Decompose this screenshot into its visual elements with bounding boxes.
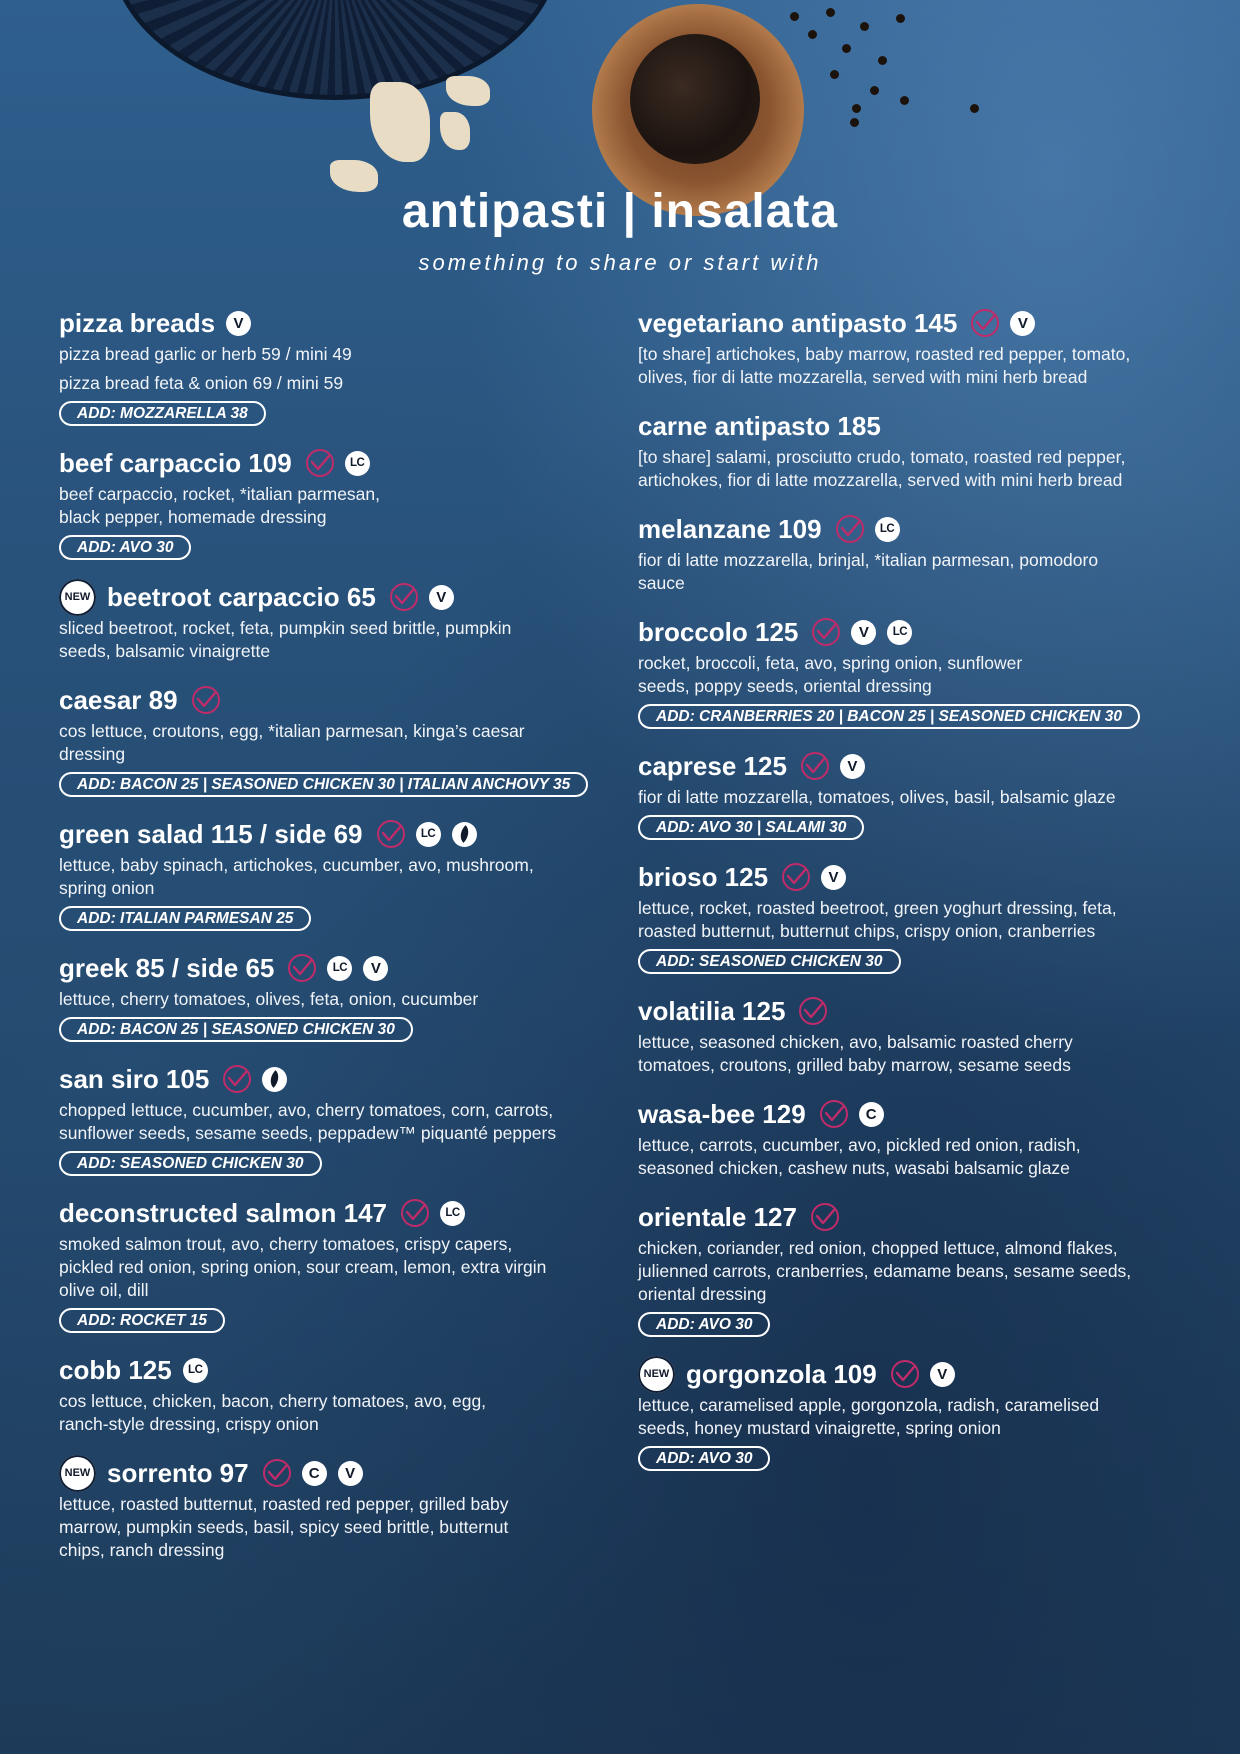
description-line: cos lettuce, croutons, egg, *italian parmesan, kinga’s caesar xyxy=(59,721,525,741)
menu-item-header xyxy=(638,994,1178,1028)
description-line: ranch-style dressing, crispy onion xyxy=(59,1414,319,1434)
menu-item-header xyxy=(59,446,619,480)
menu-item-description xyxy=(638,343,1178,389)
menu-item-header xyxy=(59,683,619,717)
addon-pill: ADD: ROCKET 15 xyxy=(59,1308,225,1333)
description-line: oriental dressing xyxy=(638,1284,767,1304)
c-badge-icon: C xyxy=(859,1102,884,1127)
description-line: lettuce, roasted butternut, roasted red pepper, grilled baby xyxy=(59,1494,509,1514)
menu-item-name: melanzane 109 xyxy=(638,513,822,544)
menu-column-right xyxy=(638,306,1178,1491)
menu-item-brioso-125 xyxy=(638,860,1178,974)
menu-item-header xyxy=(59,1353,619,1387)
vitality-tick-icon xyxy=(401,1199,429,1227)
description-line: seasoned chicken, cashew nuts, wasabi balsamic glaze xyxy=(638,1158,1070,1178)
v-badge-icon: V xyxy=(840,754,865,779)
c-badge-icon: C xyxy=(302,1461,327,1486)
menu-item-vegetariano-antipasto-145 xyxy=(638,306,1178,389)
description-line: olive oil, dill xyxy=(59,1280,149,1300)
menu-item-sorrento-97 xyxy=(59,1456,619,1562)
description-line: lettuce, baby spinach, artichokes, cucumber, avo, mushroom, xyxy=(59,855,534,875)
description-line: dressing xyxy=(59,744,126,764)
lc-badge-icon: LC xyxy=(416,822,441,847)
addon-pill: ADD: CRANBERRIES 20 | BACON 25 | SEASONED CHICKEN 30 xyxy=(638,704,1140,729)
menu-item-beef-carpaccio-109 xyxy=(59,446,619,560)
menu-item-deconstructed-salmon-147 xyxy=(59,1196,619,1333)
vitality-tick-icon xyxy=(263,1459,291,1487)
description-line: lettuce, caramelised apple, gorgonzola, radish, caramelised xyxy=(638,1395,1100,1415)
menu-item-pizza-breads xyxy=(59,306,619,426)
menu-item-name: wasa-bee 129 xyxy=(638,1098,806,1129)
menu-item-name: caprese 125 xyxy=(638,750,787,781)
menu-item-description xyxy=(59,1390,619,1436)
description-line: julienned carrots, cranberries, edamame beans, sesame seeds, xyxy=(638,1261,1132,1281)
description-line: olives, fior di latte mozzarella, served with mini herb bread xyxy=(638,367,1088,387)
menu-item-description xyxy=(59,854,619,900)
vitality-tick-icon xyxy=(836,515,864,543)
v-badge-icon: V xyxy=(851,620,876,645)
v-badge-icon: V xyxy=(363,956,388,981)
v-badge-icon: V xyxy=(226,311,251,336)
menu-item-header xyxy=(638,409,1178,443)
menu-item-header xyxy=(59,1456,619,1490)
menu-item-name: beef carpaccio 109 xyxy=(59,447,292,478)
vitality-tick-icon xyxy=(811,1203,839,1231)
description-line: pizza bread garlic or herb 59 / mini 49 xyxy=(59,344,352,364)
menu-item-melanzane-109 xyxy=(638,512,1178,595)
menu-item-description xyxy=(638,446,1178,492)
menu-item-greek-85-side-65 xyxy=(59,951,619,1042)
vitality-tick-icon xyxy=(288,954,316,982)
menu-item-caesar-89 xyxy=(59,683,619,797)
menu-item-name: san siro 105 xyxy=(59,1063,210,1094)
vitality-tick-icon xyxy=(812,618,840,646)
menu-item-broccolo-125 xyxy=(638,615,1178,729)
description-line: seeds, balsamic vinaigrette xyxy=(59,641,271,661)
menu-item-name: orientale 127 xyxy=(638,1201,797,1232)
menu-item-description xyxy=(59,483,619,529)
menu-item-volatilia-125 xyxy=(638,994,1178,1077)
vitality-tick-icon xyxy=(390,583,418,611)
menu-item-name: gorgonzola 109 xyxy=(686,1358,877,1389)
menu-item-header xyxy=(59,1062,619,1096)
menu-item-header xyxy=(59,817,619,851)
description-line: marrow, pumpkin seeds, basil, spicy seed brittle, butternut xyxy=(59,1517,509,1537)
description-line: pizza bread feta & onion 69 / mini 59 xyxy=(59,373,344,393)
lc-badge-icon: LC xyxy=(183,1358,208,1383)
v-badge-icon: V xyxy=(930,1362,955,1387)
addon-pill: ADD: SEASONED CHICKEN 30 xyxy=(638,949,901,974)
lc-badge-icon: LC xyxy=(440,1201,465,1226)
description-line: chopped lettuce, cucumber, avo, cherry tomatoes, corn, carrots, xyxy=(59,1100,554,1120)
menu-item-description xyxy=(638,652,1178,698)
menu-item-carne-antipasto-185 xyxy=(638,409,1178,492)
menu-item-description xyxy=(59,1493,619,1562)
description-line: sauce xyxy=(638,573,685,593)
menu-item-header xyxy=(638,1357,1178,1391)
menu-column-left xyxy=(59,306,619,1582)
menu-item-name: broccolo 125 xyxy=(638,616,799,647)
description-line: fior di latte mozzarella, brinjal, *italian parmesan, pomodoro xyxy=(638,550,1099,570)
menu-item-name: carne antipasto 185 xyxy=(638,410,881,441)
addon-pill: ADD: BACON 25 | SEASONED CHICKEN 30 | ITALIAN ANCHOVY 35 xyxy=(59,772,588,797)
menu-item-header xyxy=(638,860,1178,894)
v-badge-icon: V xyxy=(429,585,454,610)
description-line: seeds, poppy seeds, oriental dressing xyxy=(638,676,932,696)
description-line: lettuce, carrots, cucumber, avo, pickled red onion, radish, xyxy=(638,1135,1081,1155)
menu-item-header xyxy=(638,512,1178,546)
description-line: sliced beetroot, rocket, feta, pumpkin seed brittle, pumpkin xyxy=(59,618,512,638)
description-line: cos lettuce, chicken, bacon, cherry tomatoes, avo, egg, xyxy=(59,1391,487,1411)
description-line: roasted butternut, butternut chips, crispy onion, cranberries xyxy=(638,921,1096,941)
v-badge-icon: V xyxy=(338,1461,363,1486)
vitality-tick-icon xyxy=(306,449,334,477)
vitality-tick-icon xyxy=(801,752,829,780)
description-line: [to share] salami, prosciutto crudo, tomato, roasted red pepper, xyxy=(638,447,1126,467)
vitality-tick-icon xyxy=(192,686,220,714)
vitality-tick-icon xyxy=(223,1065,251,1093)
vitality-tick-icon xyxy=(971,309,999,337)
menu-item-orientale-127 xyxy=(638,1200,1178,1337)
description-line: lettuce, rocket, roasted beetroot, green yoghurt dressing, feta, xyxy=(638,898,1117,918)
menu-item-description xyxy=(59,343,619,395)
menu-item-description xyxy=(638,1031,1178,1077)
addon-pill: ADD: AVO 30 | SALAMI 30 xyxy=(638,815,864,840)
description-line: smoked salmon trout, avo, cherry tomatoes, crispy capers, xyxy=(59,1234,513,1254)
menu-item-description xyxy=(638,1134,1178,1180)
v-badge-icon: V xyxy=(1010,311,1035,336)
menu-item-caprese-125 xyxy=(638,749,1178,840)
new-badge-icon: NEW xyxy=(638,1356,675,1393)
menu-item-name: pizza breads xyxy=(59,307,216,338)
description-line: lettuce, cherry tomatoes, olives, feta, onion, cucumber xyxy=(59,989,479,1009)
menu-item-header xyxy=(638,615,1178,649)
addon-pill: ADD: AVO 30 xyxy=(638,1312,770,1337)
menu-item-header xyxy=(59,580,619,614)
menu-item-name: sorrento 97 xyxy=(107,1457,249,1488)
menu-item-name: brioso 125 xyxy=(638,861,769,892)
addon-pill: ADD: AVO 30 xyxy=(59,535,191,560)
menu-item-name: greek 85 / side 65 xyxy=(59,952,275,983)
menu-item-header xyxy=(638,1097,1178,1131)
v-badge-icon: V xyxy=(821,865,846,890)
description-line: chips, ranch dressing xyxy=(59,1540,225,1560)
addon-pill: ADD: MOZZARELLA 38 xyxy=(59,401,266,426)
menu-item-header xyxy=(59,1196,619,1230)
addon-pill: ADD: BACON 25 | SEASONED CHICKEN 30 xyxy=(59,1017,413,1042)
menu-item-name: vegetariano antipasto 145 xyxy=(638,307,958,338)
vitality-tick-icon xyxy=(820,1100,848,1128)
vegan-leaf-icon xyxy=(262,1067,287,1092)
menu-item-name: green salad 115 / side 69 xyxy=(59,818,363,849)
menu-item-name: volatilia 125 xyxy=(638,995,786,1026)
menu-item-cobb-125 xyxy=(59,1353,619,1436)
new-badge-icon: NEW xyxy=(59,579,96,616)
menu-item-san-siro-105 xyxy=(59,1062,619,1176)
lc-badge-icon: LC xyxy=(327,956,352,981)
menu-item-description xyxy=(59,617,619,663)
vitality-tick-icon xyxy=(377,820,405,848)
menu-item-header xyxy=(638,306,1178,340)
description-line: pickled red onion, spring onion, sour cream, lemon, extra virgin xyxy=(59,1257,547,1277)
page-subtitle: something to share or start with xyxy=(418,250,822,275)
description-line: artichokes, fior di latte mozzarella, served with mini herb bread xyxy=(638,470,1123,490)
menu-item-beetroot-carpaccio-65 xyxy=(59,580,619,663)
description-line: sunflower seeds, sesame seeds, peppadew™ piquanté peppers xyxy=(59,1123,557,1143)
menu-item-description xyxy=(638,1394,1178,1440)
addon-pill: ADD: SEASONED CHICKEN 30 xyxy=(59,1151,322,1176)
page-title: antipasti | insalata xyxy=(401,185,839,238)
menu-item-description xyxy=(638,897,1178,943)
description-line: chicken, coriander, red onion, chopped lettuce, almond flakes, xyxy=(638,1238,1118,1258)
menu-item-description xyxy=(59,720,619,766)
menu-item-description xyxy=(638,1237,1178,1306)
lc-badge-icon: LC xyxy=(345,451,370,476)
menu-item-header xyxy=(59,951,619,985)
description-line: black pepper, homemade dressing xyxy=(59,507,327,527)
lc-badge-icon: LC xyxy=(875,517,900,542)
menu-item-gorgonzola-109 xyxy=(638,1357,1178,1471)
menu-item-wasa-bee-129 xyxy=(638,1097,1178,1180)
menu-item-description xyxy=(59,1099,619,1145)
menu-item-description xyxy=(59,988,619,1011)
description-line: seeds, honey mustard vinaigrette, spring onion xyxy=(638,1418,1001,1438)
description-line: beef carpaccio, rocket, *italian parmesan, xyxy=(59,484,380,504)
description-line: [to share] artichokes, baby marrow, roasted red pepper, tomato, xyxy=(638,344,1131,364)
menu-item-description xyxy=(59,1233,619,1302)
vegan-leaf-icon xyxy=(452,822,477,847)
menu-item-description xyxy=(638,549,1178,595)
vitality-tick-icon xyxy=(782,863,810,891)
description-line: tomatoes, croutons, grilled baby marrow, sesame seeds xyxy=(638,1055,1071,1075)
vitality-tick-icon xyxy=(799,997,827,1025)
description-line: spring onion xyxy=(59,878,155,898)
menu-item-header xyxy=(638,749,1178,783)
menu-item-description xyxy=(638,786,1178,809)
vitality-tick-icon xyxy=(891,1360,919,1388)
lc-badge-icon: LC xyxy=(887,620,912,645)
addon-pill: ADD: ITALIAN PARMESAN 25 xyxy=(59,906,311,931)
description-line: rocket, broccoli, feta, avo, spring onion, sunflower xyxy=(638,653,1023,673)
menu-item-header xyxy=(638,1200,1178,1234)
menu-item-name: deconstructed salmon 147 xyxy=(59,1197,387,1228)
menu-item-name: caesar 89 xyxy=(59,684,178,715)
menu-item-header xyxy=(59,306,619,340)
description-line: lettuce, seasoned chicken, avo, balsamic roasted cherry xyxy=(638,1032,1073,1052)
menu-item-name: cobb 125 xyxy=(59,1354,172,1385)
new-badge-icon: NEW xyxy=(59,1455,96,1492)
menu-item-name: beetroot carpaccio 65 xyxy=(107,581,376,612)
description-line: fior di latte mozzarella, tomatoes, olives, basil, balsamic glaze xyxy=(638,787,1116,807)
addon-pill: ADD: AVO 30 xyxy=(638,1446,770,1471)
menu-item-green-salad-115-side-69 xyxy=(59,817,619,931)
